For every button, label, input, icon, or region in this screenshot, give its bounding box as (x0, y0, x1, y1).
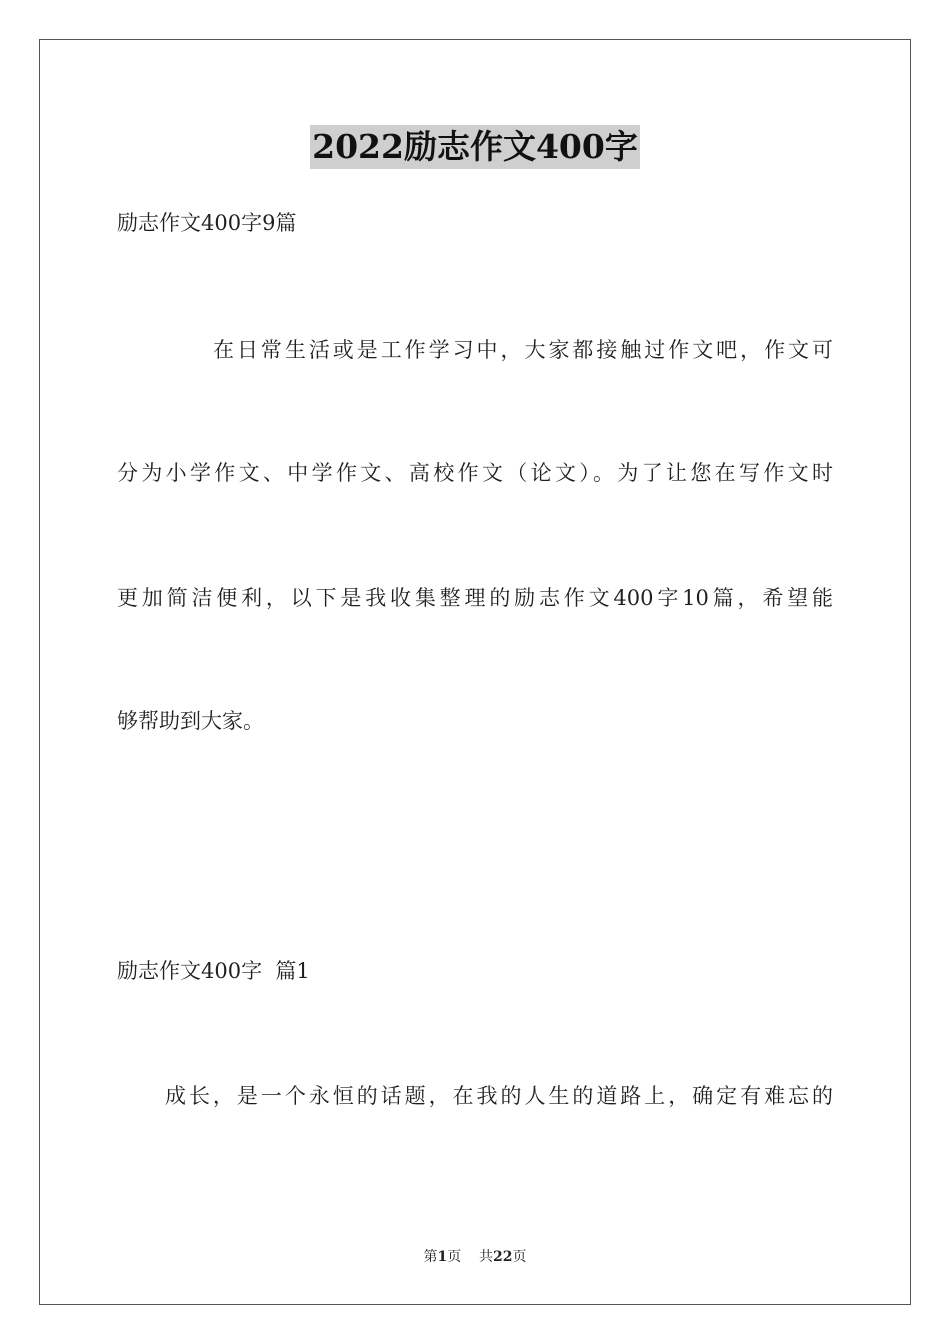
footer-suffix: 页 (512, 1249, 527, 1265)
title-container (0, 125, 950, 169)
section-heading: 励志作文400字 篇1 (117, 959, 310, 983)
section-line-1: 成长，是一个永恒的话题，在我的人生的道路上，确定有难忘的 (165, 1084, 833, 1108)
footer-mid: 页 共 (447, 1249, 494, 1265)
page-footer (0, 1248, 950, 1266)
footer-prefix: 第 (423, 1249, 438, 1265)
intro-line-4: 够帮助到大家。 (117, 709, 264, 733)
intro-line-3: 更加简洁便利，以下是我收集整理的励志作文400字10篇，希望能 (117, 586, 833, 610)
footer-page-total: 22 (493, 1249, 513, 1265)
intro-line-2: 分为小学作文、中学作文、高校作文（论文）。为了让您在写作文时 (117, 461, 833, 485)
intro-line-1: 在日常生活或是工作学习中，大家都接触过作文吧，作文可 (213, 338, 833, 362)
footer-page-current: 1 (437, 1249, 448, 1265)
document-title: 2022励志作文400字 (310, 125, 640, 169)
document-subtitle: 励志作文400字9篇 (117, 211, 297, 235)
